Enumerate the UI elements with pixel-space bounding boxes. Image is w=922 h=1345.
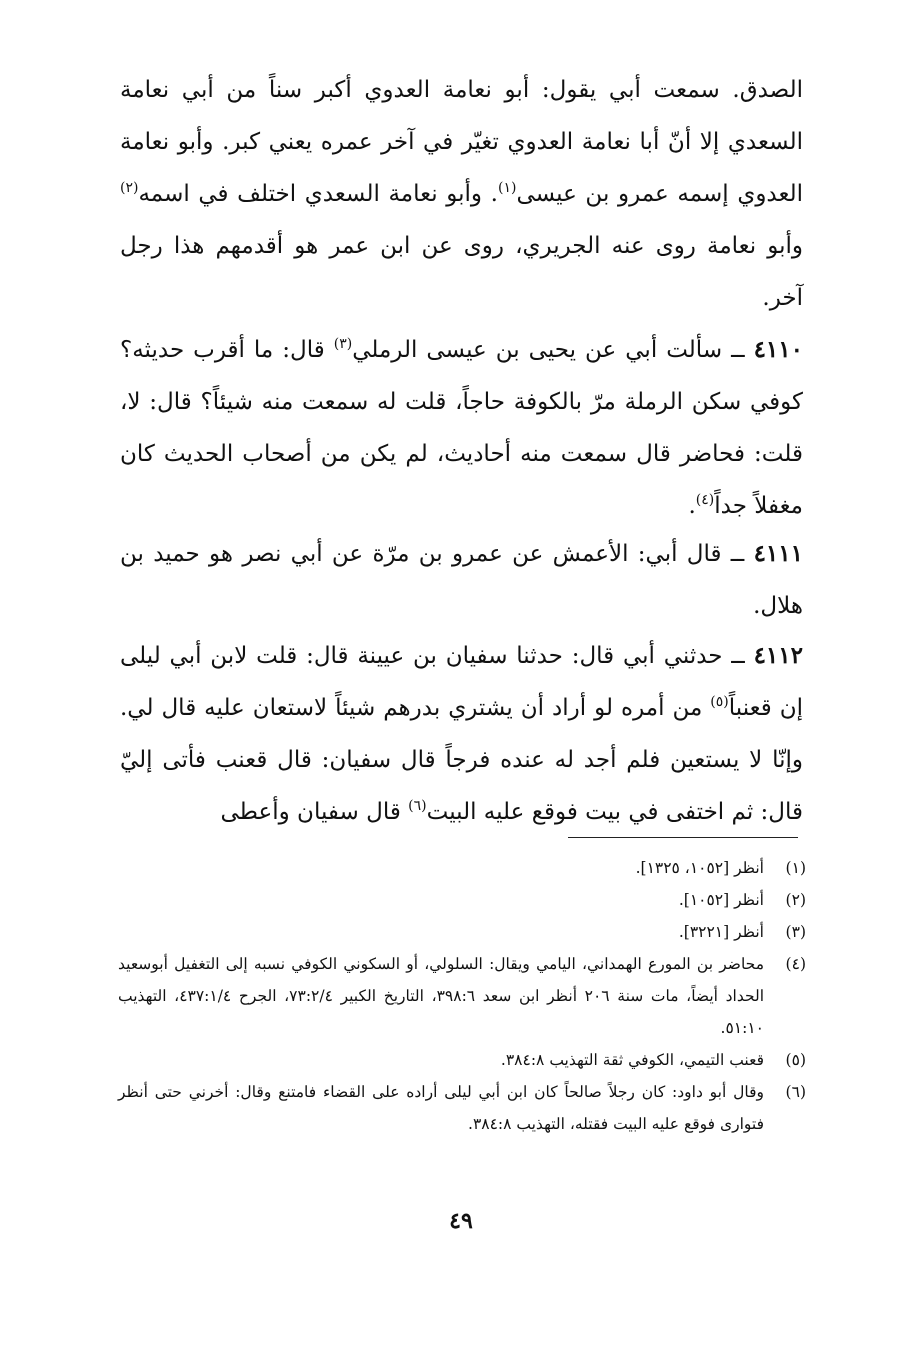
entry-number: ٤١١١	[753, 540, 803, 567]
footnote-number: (١)	[785, 859, 806, 877]
footnote-ref-5[interactable]: (٥)	[710, 694, 729, 710]
footnote-number: (٦)	[785, 1083, 806, 1101]
footnote-text: أنظر [٣٢٢١].	[678, 923, 764, 941]
footnote-text: أنظر [١٠٥٢].	[678, 891, 764, 909]
entry-number: ٤١١٠	[753, 336, 803, 363]
main-text	[120, 64, 803, 324]
footnote-number: (٥)	[785, 1051, 806, 1069]
footnote-divider	[568, 837, 798, 838]
footnote-ref-1[interactable]: (١)	[497, 180, 517, 196]
footnote-text: وقال أبو داود: كان رجلاً صالحاً كان ابن أبي ليلى أراده على القضاء فامتنع وقال: أخرني حتى أنظر فتوارى فوقع عليه البيت فقتله، التهذيب ٣٨٤:٨.	[118, 1083, 764, 1133]
footnote-ref-4[interactable]: (٤)	[695, 492, 715, 508]
footnote-text: أنظر [١٠٥٢، ١٣٢٥].	[635, 859, 764, 877]
entry-4112: ٤١١٢ ــ حدثني أبي قال: حدثنا سفيان بن عيينة قال: قلت لابن أبي ليلى إن قعنباً$^{(٥)}$ من أمره لو أراد أن يشتري بدرهم شيئاً لاستعان عليه قال لي. وإنّا لا يستعين فلم أجد له عنده فرجاً قال سفيان: قال قعنب فأتى إليّ قال: ثم اختفى في بيت فوقع عليه البيت$^{(٦)}$ قال سفيان وأعطى	[120, 642, 803, 825]
page-number: ٤٩	[449, 1208, 473, 1234]
footnote-6	[118, 1076, 806, 1140]
footnote-3	[118, 916, 806, 948]
footnote-number: (٢)	[785, 891, 806, 909]
footnote-number: (٣)	[785, 923, 806, 941]
footnote-5	[118, 1044, 806, 1076]
footnote-1	[118, 852, 806, 884]
paragraph-continuation: الصدق. سمعت أبي يقول: أبو نعامة العدوي أكبر سناً من أبي نعامة السعدي إلا أنّ أبا نعامة العدوي تغيّر في آخر عمره يعني كبر. وأبو نعامة العدوي إسمه عمرو بن عيسى$^{(١)}$. وأبو نعامة السعدي اختلف في اسمه$^{(٢)}$ وأبو نعامة روى عنه الجريري، روى عن ابن عمر هو أقدمهم هذا رجل آخر.	[120, 77, 803, 311]
footnote-text: قعنب التيمي، الكوفي ثقة التهذيب ٣٨٤:٨.	[500, 1051, 764, 1069]
footnote-ref-2[interactable]: (٢)	[120, 180, 139, 196]
footnote-number: (٤)	[785, 955, 806, 973]
footnote-text: محاضر بن المورع الهمداني، اليامي ويقال: السلولي، أو السكوني الكوفي نسبه إلى التغفيل أبوسعيد الحداد أيضاً، مات سنة ٢٠٦ أنظر ابن سعد ٣٩٨:٦، التاريخ الكبير ٧٣:٢/٤، الجرح ٤٣٧:١/٤، التهذيب ٥١:١٠.	[118, 955, 765, 1037]
entry-4110: ٤١١٠ ــ سألت أبي عن يحيى بن عيسى الرملي$^{(٣)}$ قال: ما أقرب حديثه؟ كوفي سكن الرملة مرّ بالكوفة حاجاً، قلت له سمعت منه شيئاً؟ قال: لا، قلت: فحاضر قال سمعت منه أحاديث، لم يكن من أصحاب الحديث كان مغفلاً جداً$^{(٤)}$.	[120, 336, 803, 519]
footnote-4	[118, 948, 806, 1044]
footnote-2	[118, 884, 806, 916]
footnote-ref-3[interactable]: (٣)	[333, 336, 353, 352]
footnotes	[118, 852, 806, 1140]
entry-4111: ٤١١١ ــ قال أبي: الأعمش عن عمرو بن مرّة عن أبي نصر هو حميد بن هلال.	[120, 540, 803, 619]
footnote-ref-6[interactable]: (٦)	[408, 798, 427, 814]
entry-number: ٤١١٢	[753, 642, 803, 669]
